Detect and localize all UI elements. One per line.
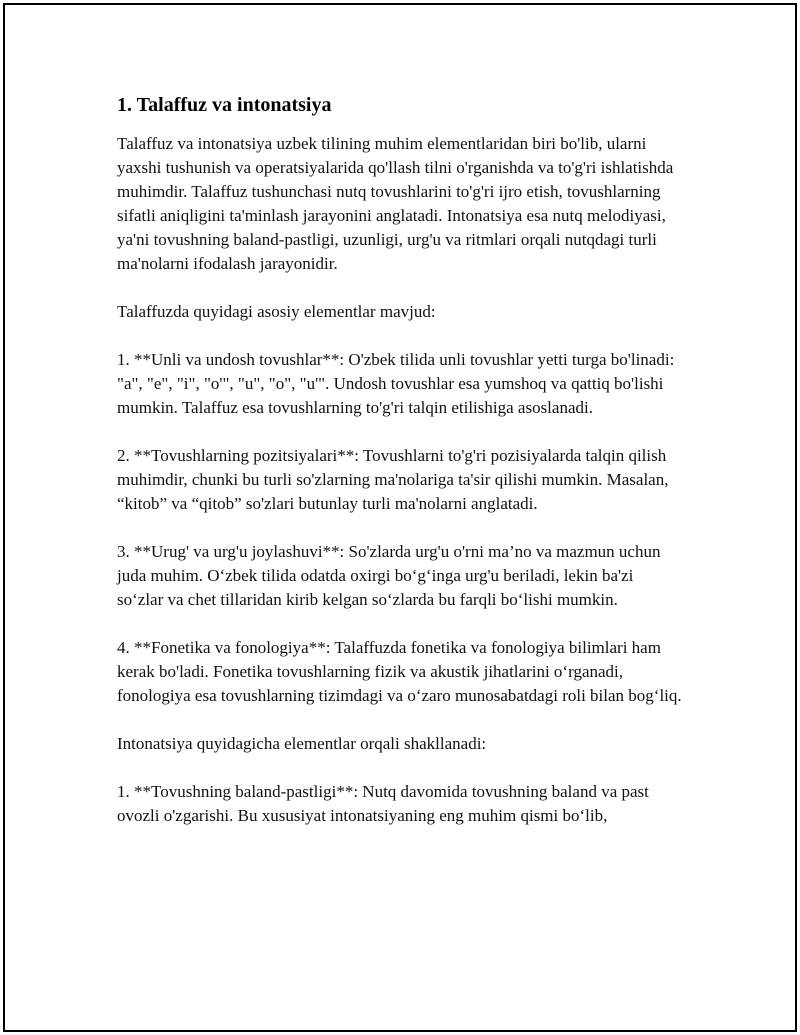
intonation-elements-intro: Intonatsiya quyidagicha elementlar orqali shakllanadi:	[117, 734, 487, 753]
list-item-phonetics-phonology: 4. **Fonetika va fonologiya**: Talaffuzda fonetika va fonologiya bilimlari ham kerak bo'ladi. Fonetika tovushlarning fizik va akustik jihatlarini o‘rganadi, fonologiya esa tovushlarning tizimdagi va o‘zaro munosabatdagi roli bilan bog‘liq.	[117, 638, 682, 705]
intro-paragraph: Talaffuz va intonatsiya uzbek tilining muhim elementlaridan biri bo'lib, ularni yaxshi tushunish va operatsiyalarida qo'llash tilni o'rganishda va to'g'ri ishlatishda muhimdir. Talaffuz tushunchasi nutq tovushlarini to'g'ri ijro etish, tovushlarning sifatli aniqligini ta'minlash jarayonini anglatadi. Intonatsiya esa nutq melodiyasi, ya'ni tovushning baland-pastligi, uzunligi, urg'u va ritmlari orqali nutqdagi turli ma'nolarni ifodalash jarayonidir.	[117, 134, 674, 273]
talaffuz-elements-intro: Talaffuzda quyidagi asosiy elementlar mavjud:	[117, 302, 436, 321]
list-item-sound-positions: 2. **Tovushlarning pozitsiyalari**: Tovushlarni to'g'ri pozisiyalarda talqin qilish muhimdir, chunki bu turli so'zlarning ma'nolariga ta'sir qilishi mumkin. Masalan, “kitob” va “qitob” so'zlari butunlay turli ma'nolarni anglatadi.	[117, 446, 669, 513]
list-item-pitch: 1. **Tovushning baland-pastligi**: Nutq davomida tovushning baland va past ovozli o'zgarishi. Bu xususiyat intonatsiyaning eng muhim qismi bo‘lib,	[117, 782, 649, 825]
list-item-vowels-consonants: 1. **Unli va undosh tovushlar**: O'zbek tilida unli tovushlar yetti turga bo'linadi: "a", "e", "i", "o'", "u", "o", "u'". Undosh tovushlar esa yumshoq va qattiq bo'lishi mumkin. Talaffuz esa tovushlarning to'g'ri talqin etilishiga asoslanadi.	[117, 350, 675, 417]
section-heading: 1. Talaffuz va intonatsiya	[117, 94, 332, 116]
list-item-stress-placement: 3. **Urug' va urg'u joylashuvi**: So'zlarda urg'u o'rni ma’no va mazmun uchun juda muhim. O‘zbek tilida odatda oxirgi bo‘g‘inga urg'u beriladi, lekin ba'zi so‘zlar va chet tillaridan kirib kelgan so‘zlarda bu farqli bo‘lishi mumkin.	[117, 542, 661, 609]
document-body	[117, 92, 683, 852]
